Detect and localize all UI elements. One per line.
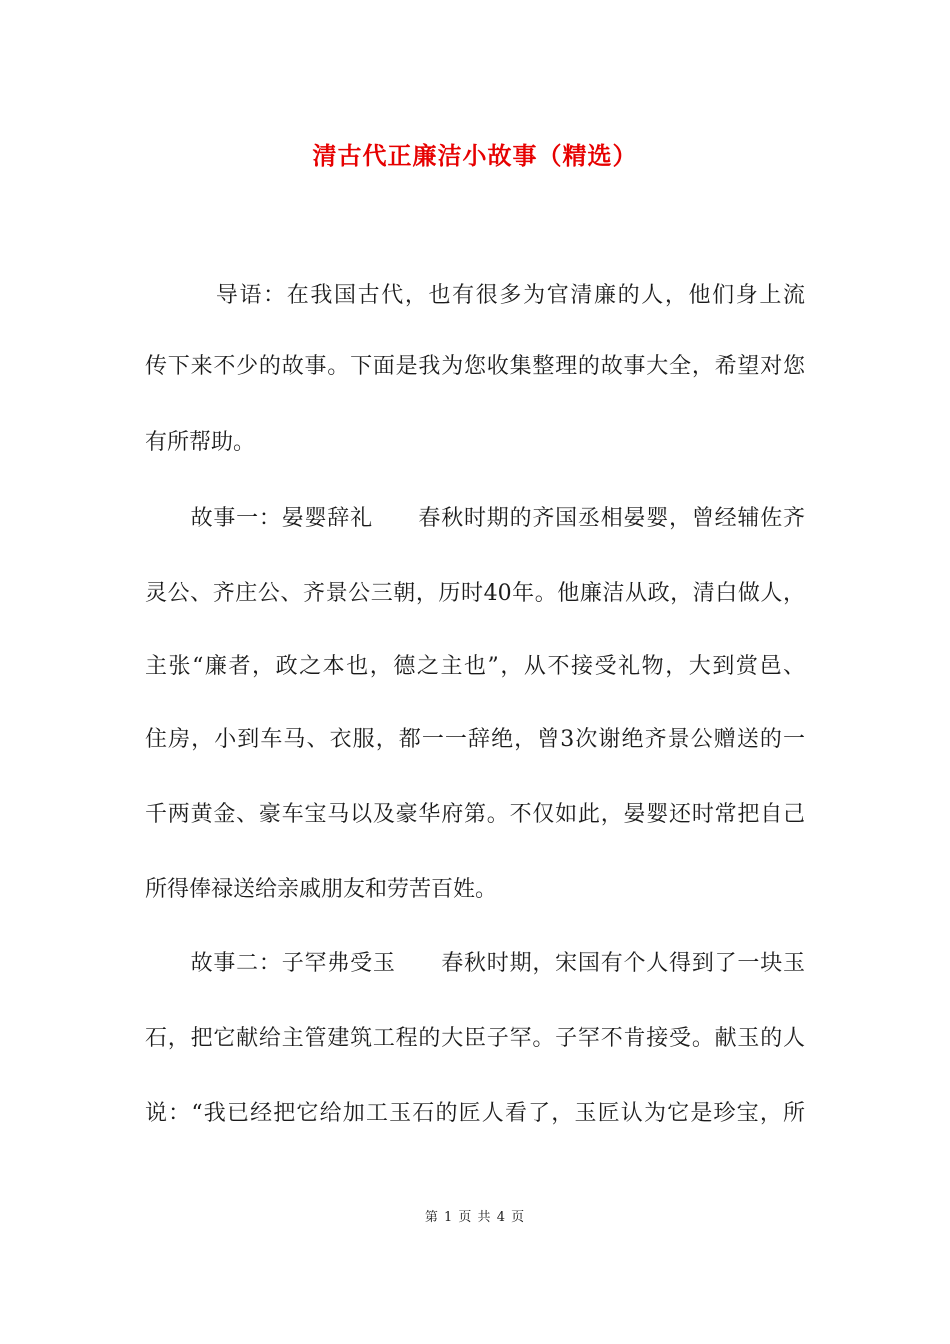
page-number: 第 1 页 共 4 页 — [424, 1210, 526, 1225]
text-line: 传下来不少的故事。下面是我为您收集整理的故事大全，希望对您 — [145, 354, 805, 379]
document-title: 清古代正廉洁小故事（精选） — [312, 141, 638, 170]
text-line: 故事二：子罕弗受玉 春秋时期，宋国有个人得到了一块玉 — [145, 951, 805, 976]
text-line: 石，把它献给主管建筑工程的大臣子罕。子罕不肯接受。献玉的人 — [145, 1026, 805, 1051]
text-line: 导语：在我国古代，也有很多为官清廉的人，他们身上流 — [145, 283, 805, 308]
text-line: 有所帮助。 — [145, 430, 256, 455]
text-line: 主张“廉者，政之本也，德之主也”，从不接受礼物，大到赏邑、 — [145, 654, 805, 679]
text-line: 灵公、齐庄公、齐景公三朝，历时40年。他廉洁从政，清白做人， — [145, 581, 805, 606]
text-line: 住房，小到车马、衣服，都一一辞绝，曾3次谢绝齐景公赠送的一 — [145, 727, 805, 752]
text-line: 所得俸禄送给亲戚朋友和劳苦百姓。 — [145, 877, 498, 902]
text-line: 故事一：晏婴辞礼 春秋时期的齐国丞相晏婴，曾经辅佐齐 — [145, 506, 805, 531]
text-line: 千两黄金、豪车宝马以及豪华府第。不仅如此，晏婴还时常把自己 — [145, 802, 805, 827]
text-line: 说：“我已经把它给加工玉石的匠人看了，玉匠认为它是珍宝，所 — [145, 1101, 805, 1126]
